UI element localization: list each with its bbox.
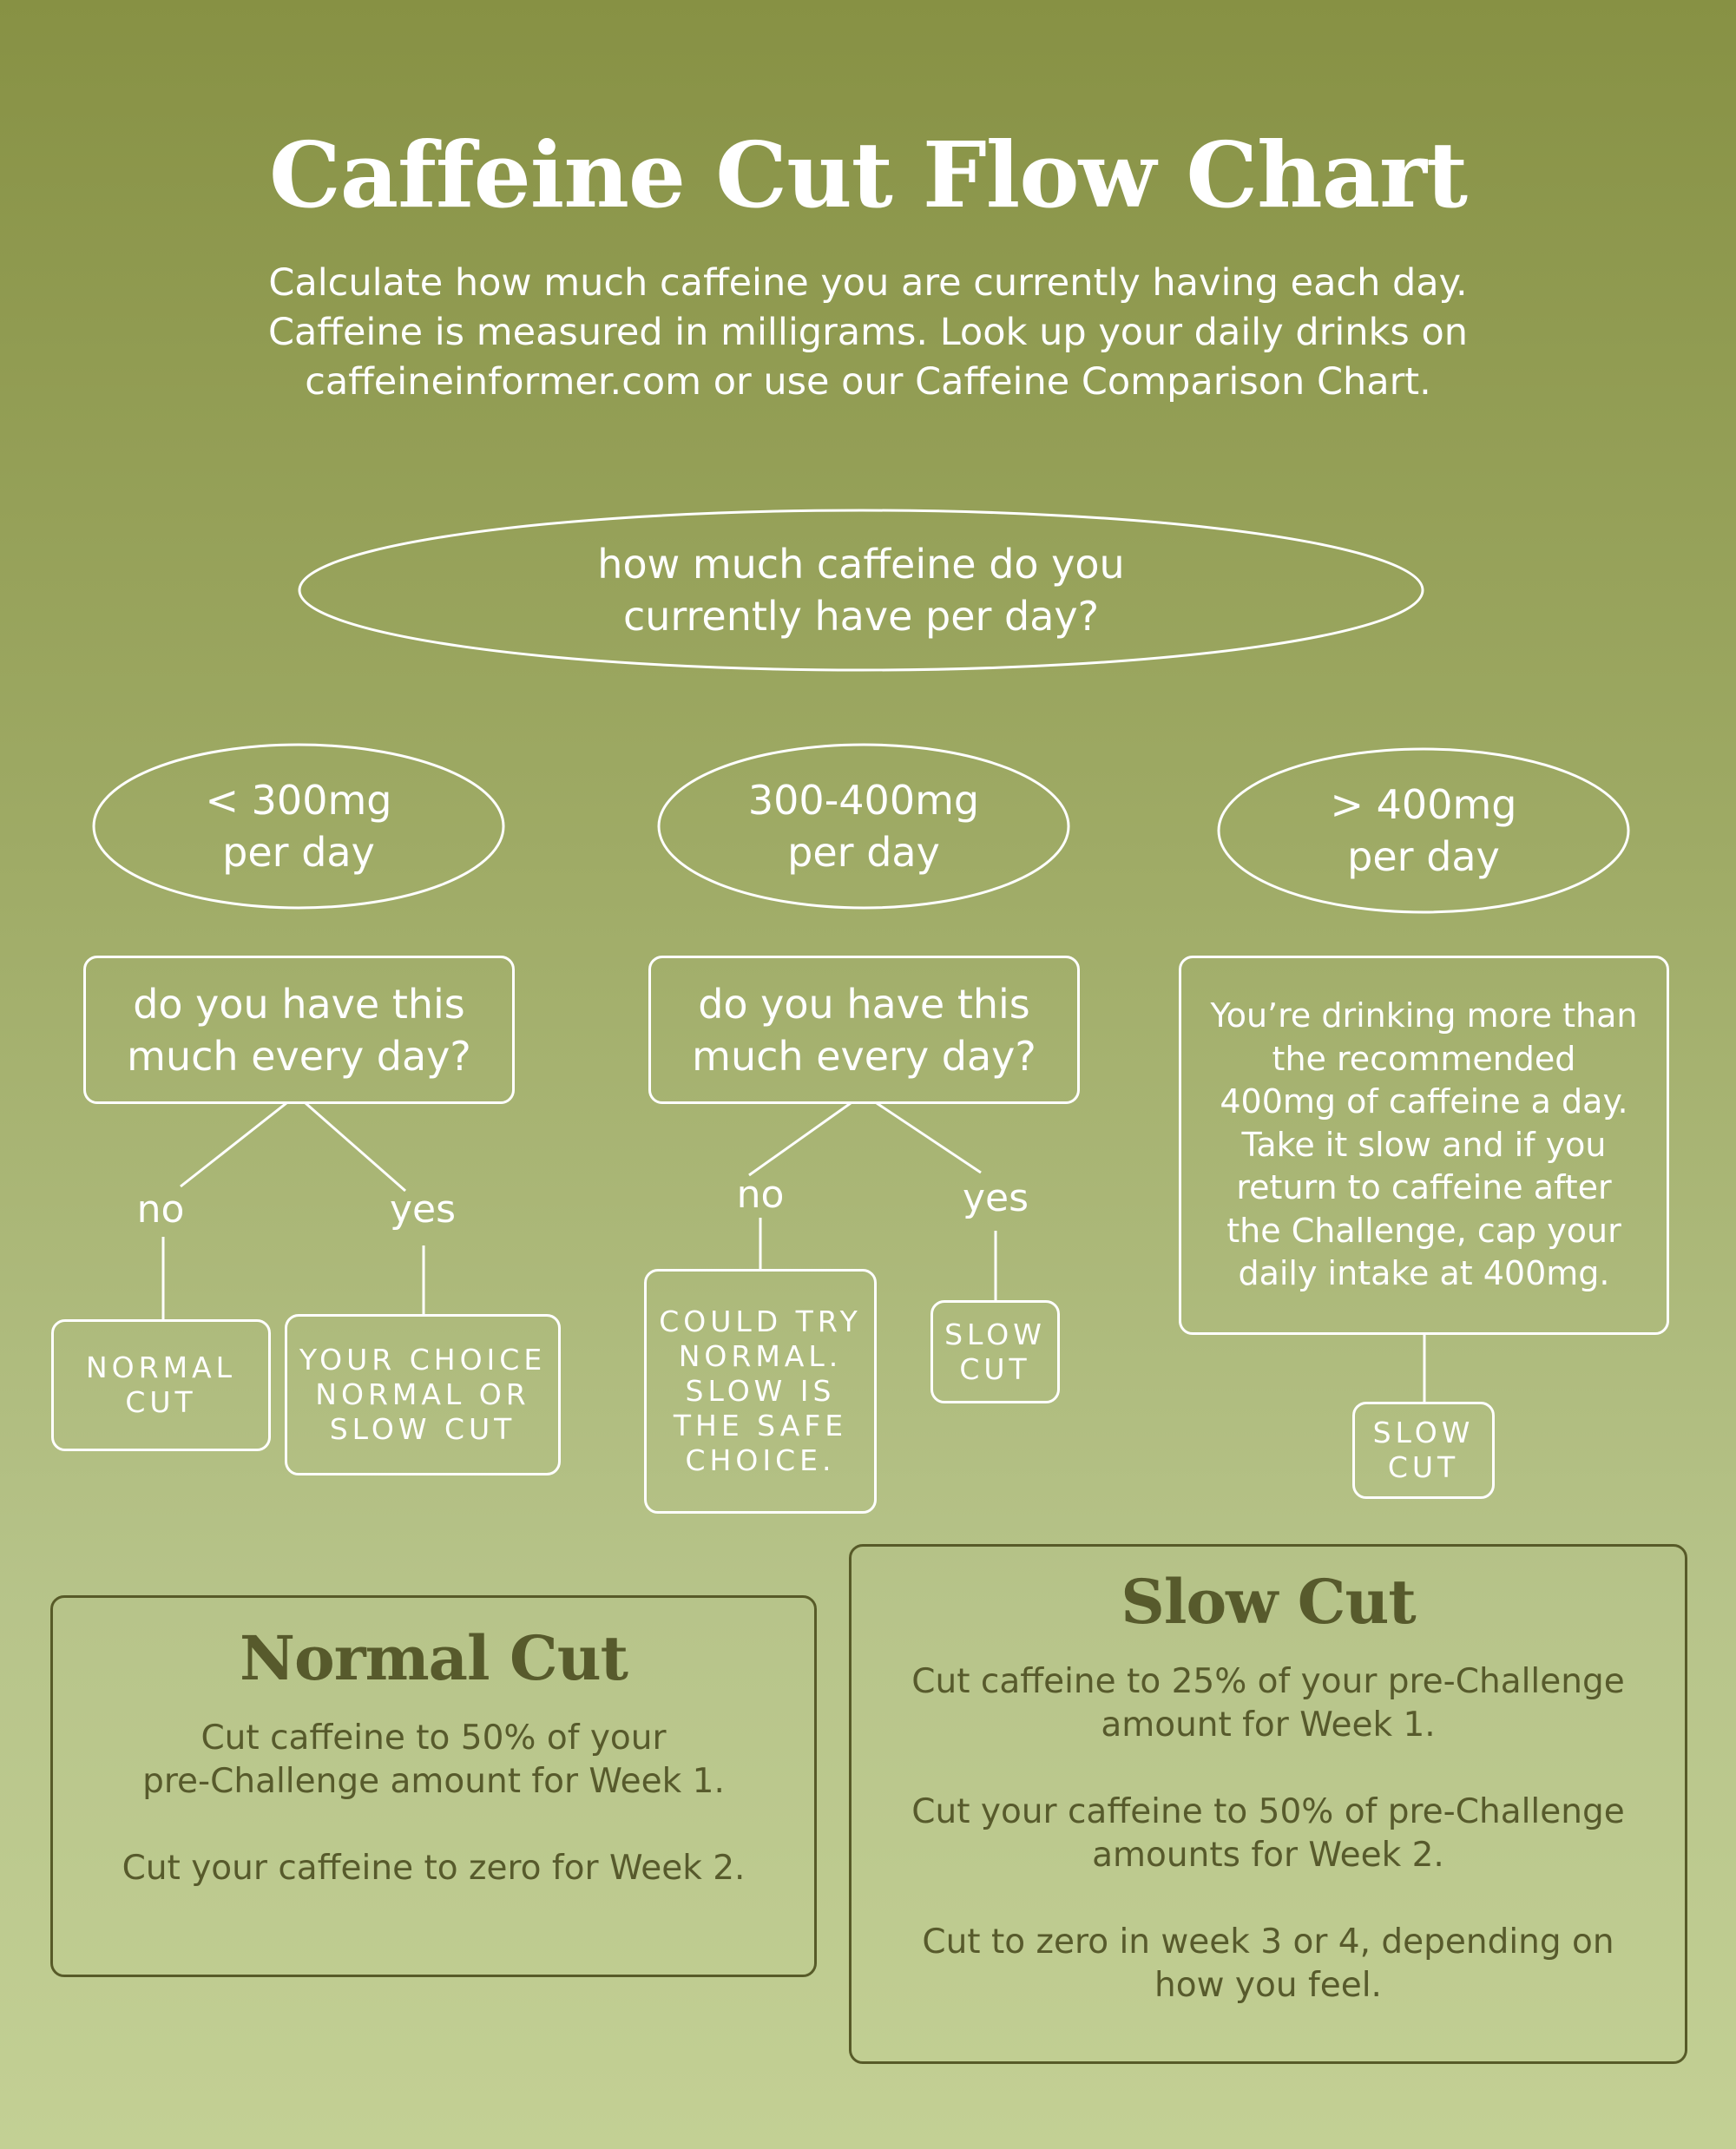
outcome-line: COULD TRY	[659, 1305, 862, 1338]
normal-cut-line: Cut your caffeine to zero for Week 2.	[122, 1849, 746, 1888]
slow-cut-line	[852, 1877, 1685, 1921]
intro-line: Caffeine is measured in milligrams. Look up your daily drinks on	[267, 311, 1469, 354]
outcome-line: NORMAL	[85, 1351, 237, 1384]
daily-question-line: much every day?	[692, 1032, 1036, 1080]
outcome-normal-cut	[51, 1319, 271, 1451]
branch-no-low: no	[136, 1187, 185, 1232]
outcome-line: SLOW CUT	[329, 1412, 516, 1446]
note-line: return to caffeine after	[1236, 1168, 1612, 1207]
slow-cut-line: amounts for Week 2.	[1092, 1836, 1444, 1875]
note-line: daily intake at 400mg.	[1238, 1254, 1610, 1293]
outcome-could-try-normal	[644, 1269, 877, 1514]
note-line: the recommended	[1272, 1039, 1576, 1078]
normal-cut-line: pre-Challenge amount for Week 1.	[142, 1762, 725, 1801]
main-question-line: currently have per day?	[622, 593, 1100, 640]
range-low	[94, 745, 503, 908]
range-unit: per day	[787, 829, 940, 876]
connector-line	[306, 1103, 405, 1191]
page-title: Caffeine Cut Flow Chart	[269, 122, 1467, 228]
outcome-line: YOUR CHOICE	[299, 1343, 547, 1377]
main-question	[299, 510, 1423, 670]
daily-question-line: do you have this	[133, 980, 465, 1028]
high-intake-note	[1179, 956, 1669, 1335]
connector-line	[877, 1103, 981, 1173]
outcome-line: CUT	[1387, 1450, 1460, 1484]
connector-line	[749, 1103, 851, 1175]
slow-cut-heading: Slow Cut	[1121, 1566, 1416, 1638]
note-line: You’re drinking more than	[1210, 996, 1638, 1035]
outcome-line: CHOICE.	[685, 1443, 836, 1477]
range-mid	[659, 745, 1069, 908]
intro-line: Calculate how much caffeine you are currently having each day.	[268, 261, 1468, 305]
note-line: the Challenge, cap your	[1226, 1211, 1621, 1250]
branch-no-mid: no	[736, 1173, 785, 1217]
slow-cut-line: Cut to zero in week 3 or 4, depending on	[922, 1922, 1614, 1962]
range-unit: per day	[222, 829, 375, 876]
outcome-line: THE SAFE	[673, 1409, 848, 1443]
outcome-line: SLOW	[944, 1317, 1046, 1351]
range-amount: > 400mg	[1330, 781, 1517, 828]
outcome-line: CUT	[125, 1385, 197, 1419]
outcome-slow-cut-high	[1352, 1402, 1495, 1499]
outcome-line: NORMAL.	[678, 1339, 843, 1373]
range-unit: per day	[1347, 833, 1500, 880]
normal-cut-line	[53, 1804, 814, 1847]
daily-question-line: do you have this	[698, 980, 1030, 1028]
daily-question-box-mid	[648, 956, 1080, 1104]
slow-cut-panel	[849, 1544, 1687, 2064]
note-line: 400mg of caffeine a day.	[1220, 1082, 1628, 1121]
outcome-line: SLOW	[1372, 1416, 1475, 1449]
branch-yes-mid: yes	[962, 1176, 1029, 1220]
outcome-slow-cut-mid	[930, 1300, 1060, 1403]
outcome-line: CUT	[959, 1351, 1031, 1386]
slow-cut-line: Cut your caffeine to 50% of pre-Challenge	[911, 1792, 1625, 1831]
normal-cut-panel	[50, 1595, 817, 1977]
slow-cut-line: how you feel.	[1154, 1966, 1382, 2005]
normal-cut-heading: Normal Cut	[240, 1622, 628, 1694]
outcome-line: SLOW IS	[685, 1374, 836, 1408]
slow-cut-line: amount for Week 1.	[1101, 1705, 1436, 1745]
note-line: Take it slow and if you	[1241, 1125, 1607, 1164]
connector-line	[181, 1103, 286, 1186]
range-amount: < 300mg	[205, 777, 392, 824]
slow-cut-line: Cut caffeine to 25% of your pre-Challenge	[911, 1662, 1625, 1701]
branch-yes-low: yes	[389, 1187, 457, 1232]
range-high	[1219, 749, 1628, 912]
outcome-line: NORMAL OR	[315, 1377, 530, 1411]
range-amount: 300-400mg	[747, 777, 980, 824]
daily-question-line: much every day?	[127, 1032, 471, 1080]
outcome-your-choice	[285, 1314, 561, 1475]
daily-question-box-low	[83, 956, 515, 1104]
normal-cut-line: Cut caffeine to 50% of your	[201, 1719, 667, 1758]
intro-line: caffeineinformer.com or use our Caffeine Comparison Chart.	[305, 360, 1431, 404]
main-question-line: how much caffeine do you	[597, 541, 1125, 588]
slow-cut-line	[852, 1747, 1685, 1791]
